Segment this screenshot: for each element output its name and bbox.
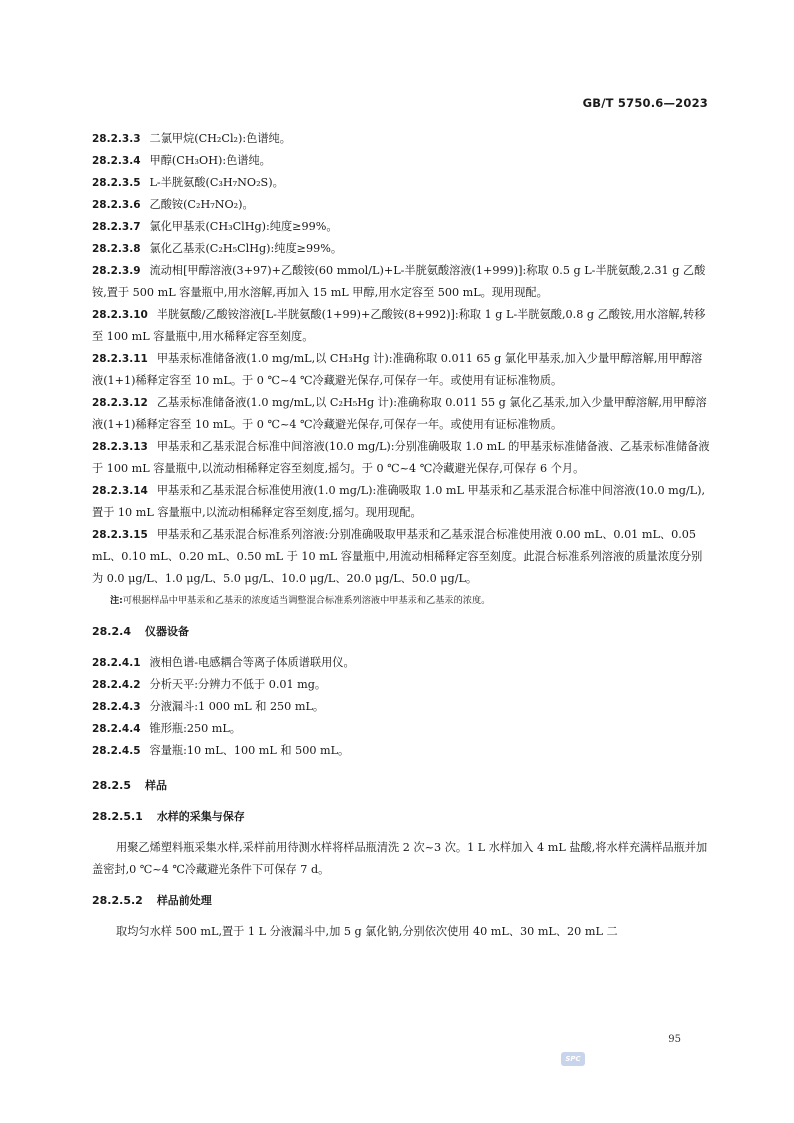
clause-28-2-3-3 [92, 128, 710, 150]
clause-text: 氯化乙基汞(C₂H₅ClHg):纯度≥99%。 [149, 242, 343, 255]
standard-number: GB/T 5750.6—2023 [582, 96, 708, 110]
clause-28-2-3-4 [92, 150, 710, 172]
page-number: 95 [668, 1034, 681, 1045]
clause-28-2-3-14 [92, 480, 710, 524]
section-title: 样品 [144, 779, 167, 792]
clause-number: 28.2.3.6 [92, 199, 141, 211]
clause-text: 分液漏斗:1 000 mL 和 250 mL。 [149, 700, 325, 713]
clause-number: 28.2.3.7 [92, 221, 141, 233]
section-heading-sample [92, 775, 710, 797]
note-text: 可根据样品中甲基汞和乙基汞的浓度适当调整混合标准系列溶液中甲基汞和乙基汞的浓度。 [122, 595, 491, 606]
clause-text: 氯化甲基汞(CH₃ClHg):纯度≥99%。 [149, 220, 338, 233]
clause-28-2-3-13 [92, 436, 710, 480]
clause-number: 28.2.4.3 [92, 701, 141, 713]
subsection-heading-pretreatment [92, 890, 710, 912]
clause-text: 二氯甲烷(CH₂Cl₂):色谱纯。 [149, 132, 291, 145]
clause-28-2-4-3 [92, 696, 710, 718]
subsection-number: 28.2.5.1 [92, 810, 143, 823]
clause-text: 甲基汞和乙基汞混合标准中间溶液(10.0 mg/L):分别准确吸取 1.0 mL 的甲基汞标准储备液、乙基汞标准储备液于 100 mL 容量瓶中,以流动相稀释定容至刻度,摇匀。于 0 ℃~4 ℃冷藏避光保存,可保存 6 个月。 [92, 440, 710, 475]
clause-number: 28.2.4.2 [92, 679, 141, 691]
clause-28-2-3-6 [92, 194, 710, 216]
clause-number: 28.2.3.3 [92, 133, 141, 145]
clause-text: 流动相[甲醇溶液(3+97)+乙酸铵(60 mmol/L)+L-半胱氨酸溶液(1+999)]:称取 0.5 g L-半胱氨酸,2.31 g 乙酸铵,置于 500 mL 容量瓶中,用水溶解,再加入 15 mL 甲醇,用水定容至 500 mL。现用现配。 [92, 264, 706, 299]
clause-text: 液相色谱-电感耦合等离子体质谱联用仪。 [149, 656, 355, 669]
clause-text: 分析天平:分辨力不低于 0.01 mg。 [149, 678, 327, 691]
clause-28-2-4-5 [92, 740, 710, 762]
note [110, 592, 710, 610]
publisher-watermark-logo: SPC [561, 1052, 585, 1066]
clause-28-2-3-15 [92, 524, 710, 590]
section-heading-instruments [92, 621, 710, 643]
clause-text: 锥形瓶:250 mL。 [149, 722, 241, 735]
clause-number: 28.2.3.4 [92, 155, 141, 167]
collection-paragraph: 用聚乙烯塑料瓶采集水样,采样前用待测水样将样品瓶清洗 2 次~3 次。1 L 水样加入 4 mL 盐酸,将水样充满样品瓶并加盖密封,0 ℃~4 ℃冷藏避光条件下可保存 7 d。 [92, 841, 708, 876]
subsection-title: 水样的采集与保存 [156, 810, 245, 823]
clause-28-2-4-1 [92, 652, 710, 674]
clause-number: 28.2.3.11 [92, 353, 148, 365]
pretreatment-paragraph: 取均匀水样 500 mL,置于 1 L 分液漏斗中,加 5 g 氯化钠,分别依次使用 40 mL、30 mL、20 mL 二 [116, 925, 618, 938]
clause-text: 甲基汞标准储备液(1.0 mg/mL,以 CH₃Hg 计):准确称取 0.011 65 g 氯化甲基汞,加入少量甲醇溶解,用甲醇溶液(1+1)稀释定容至 10 mL。于 0 ℃~4 ℃冷藏避光保存,可保存一年。或使用有证标准物质。 [92, 352, 703, 387]
clause-text: 容量瓶:10 mL、100 mL 和 500 mL。 [149, 744, 350, 757]
clause-text: 乙酸铵(C₂H₇NO₂)。 [149, 198, 254, 211]
clause-number: 28.2.4.1 [92, 657, 141, 669]
section-title: 仪器设备 [144, 625, 189, 638]
section-number: 28.2.5 [92, 779, 131, 792]
document-body [92, 128, 710, 943]
clause-number: 28.2.3.14 [92, 485, 148, 497]
clause-28-2-3-9 [92, 260, 710, 304]
clause-number: 28.2.3.10 [92, 309, 148, 321]
section-number: 28.2.4 [92, 625, 131, 638]
subsection-number: 28.2.5.2 [92, 894, 143, 907]
clause-text: L-半胱氨酸(C₃H₇NO₂S)。 [149, 176, 284, 189]
subsection-title: 样品前处理 [156, 894, 212, 907]
clause-text: 乙基汞标准储备液(1.0 mg/mL,以 C₂H₅Hg 计):准确称取 0.011 55 g 氯化乙基汞,加入少量甲醇溶解,用甲醇溶液(1+1)稀释定容至 10 mL。于 0 ℃~4 ℃冷藏避光保存,可保存一年。或使用有证标准物质。 [92, 396, 707, 431]
clause-text: 甲醇(CH₃OH):色谱纯。 [149, 154, 271, 167]
clause-number: 28.2.3.8 [92, 243, 141, 255]
clause-28-2-3-7 [92, 216, 710, 238]
clause-text: 甲基汞和乙基汞混合标准系列溶液:分别准确吸取甲基汞和乙基汞混合标准使用液 0.00 mL、0.01 mL、0.05 mL、0.10 mL、0.20 mL、0.50 mL 于 10 mL 容量瓶中,用流动相稀释定容至刻度。此混合标准系列溶液的质量浓度分别为 0.0 μg/L、1.0 μg/L、5.0 μg/L、10.0 μg/L、20.0 μg/L、50.0 μg/L。 [92, 528, 703, 585]
note-label: 注: [110, 595, 123, 606]
subsection-heading-collection [92, 806, 710, 828]
clause-number: 28.2.3.13 [92, 441, 148, 453]
clause-number: 28.2.3.15 [92, 529, 148, 541]
clause-number: 28.2.3.12 [92, 397, 148, 409]
clause-text: 甲基汞和乙基汞混合标准使用液(1.0 mg/L):准确吸取 1.0 mL 甲基汞和乙基汞混合标准中间溶液(10.0 mg/L),置于 10 mL 容量瓶中,以流动相稀释定容至刻度,摇匀。现用现配。 [92, 484, 706, 519]
clause-28-2-3-12 [92, 392, 710, 436]
clause-28-2-3-10 [92, 304, 710, 348]
clause-text: 半胱氨酸/乙酸铵溶液[L-半胱氨酸(1+99)+乙酸铵(8+992)]:称取 1 g L-半胱氨酸,0.8 g 乙酸铵,用水溶解,转移至 100 mL 容量瓶中,用水稀释定容至刻度。 [92, 308, 706, 343]
clause-number: 28.2.4.5 [92, 745, 141, 757]
clause-number: 28.2.3.9 [92, 265, 141, 277]
clause-28-2-3-8 [92, 238, 710, 260]
clause-number: 28.2.3.5 [92, 177, 141, 189]
clause-28-2-4-2 [92, 674, 710, 696]
clause-28-2-4-4 [92, 718, 710, 740]
clause-28-2-3-11 [92, 348, 710, 392]
clause-number: 28.2.4.4 [92, 723, 141, 735]
clause-28-2-3-5 [92, 172, 710, 194]
